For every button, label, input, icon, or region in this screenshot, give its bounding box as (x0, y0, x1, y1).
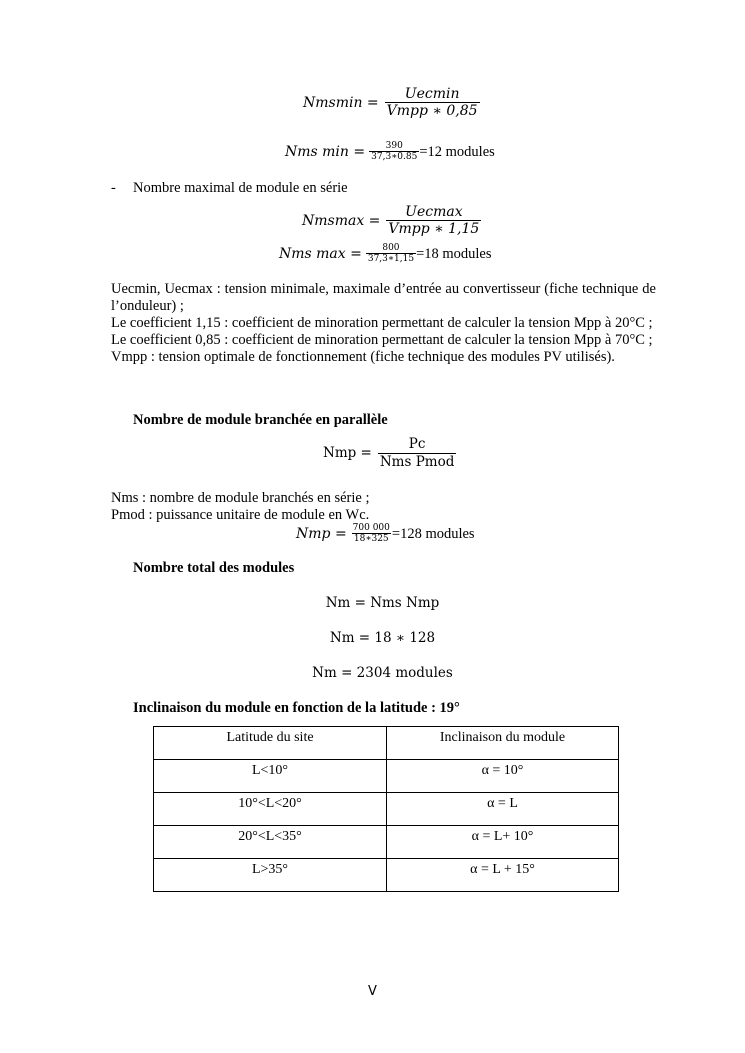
equation-nm-total: Nm = 2304 modules (312, 665, 453, 681)
equation-result: =128 modules (391, 525, 475, 542)
heading-total: Nombre total des modules (133, 560, 295, 576)
latitude-table (153, 726, 619, 892)
numerator: Pc (408, 436, 426, 452)
equation-result: =18 modules (416, 245, 492, 262)
table-cell: α = L (387, 793, 619, 826)
table-cell: α = L + 15° (387, 859, 619, 892)
equation-nmp-value (296, 523, 475, 545)
numerator: Uecmin (404, 86, 460, 102)
denominator: Vmpp ∗ 0,85 (386, 103, 478, 120)
table-cell: α = L+ 10° (387, 826, 619, 859)
equation-nmsmin (303, 86, 480, 120)
coefficients-paragraph (111, 281, 656, 366)
table-cell: L<10° (154, 760, 387, 793)
equation-result: =12 modules (419, 143, 495, 160)
equation-nm: Nm = Nms Nmp (325, 595, 440, 611)
equation-lhs: Nms min = (285, 144, 366, 161)
fraction (351, 523, 392, 545)
fraction (378, 437, 457, 470)
table-cell: L>35° (154, 859, 387, 892)
definition-line: Pmod : puissance unitaire de module en Wc. (111, 507, 370, 523)
paragraph-line: Le coefficient 1,15 : coefficient de minoration permettant de calculer la tension Mpp à 20°C ; (111, 315, 653, 331)
equation-nms-min-value (285, 141, 495, 163)
denominator: 37,3∗1,15 (367, 254, 415, 265)
numerator: 800 (382, 243, 400, 253)
equation-nmp (323, 437, 456, 470)
heading-inclination: Inclinaison du module en fonction de la latitude : 19° (133, 700, 460, 716)
paragraph-line: Vmpp : tension optimale de fonctionnement (fiche technique des modules PV utilisés). (111, 349, 615, 365)
numerator: Uecmax (405, 204, 463, 220)
equation-nms-max-value (279, 243, 492, 265)
bullet-dash: - (111, 180, 116, 196)
fraction (366, 243, 416, 265)
equation-nm-product: Nm = 18 ∗ 128 (329, 630, 436, 646)
table-header: Inclinaison du module (387, 727, 619, 760)
fraction (369, 141, 419, 163)
paragraph-line: Le coefficient 0,85 : coefficient de minoration permettant de calculer la tension Mpp à 70°C ; (111, 332, 653, 348)
bullet-text: Nombre maximal de module en série (133, 180, 348, 196)
table-row (154, 859, 619, 892)
fraction (386, 204, 481, 238)
fraction (385, 86, 480, 120)
definition-line: Nms : nombre de module branchés en série ; (111, 490, 370, 506)
table-cell: 10°<L<20° (154, 793, 387, 826)
numerator: 390 (385, 141, 403, 151)
table-header-row (154, 727, 619, 760)
denominator: 18∗325 (353, 534, 389, 545)
equation-lhs: Nmp = (323, 445, 372, 462)
equation-lhs: Nmp = (296, 526, 347, 543)
equation-lhs: Nmsmax = (302, 212, 381, 229)
equation-nmsmax (302, 204, 481, 238)
equation-lhs: Nms max = (279, 246, 362, 263)
numerator: 700 000 (352, 523, 390, 533)
paragraph-line: Uecmin, Uecmax : tension minimale, maximale d’entrée au convertisseur (fiche technique de l’onduleur) ; (111, 281, 656, 314)
table-header: Latitude du site (154, 727, 387, 760)
definitions (111, 490, 370, 524)
equation-lhs: Nmsmin = (303, 94, 379, 111)
table-cell: 20°<L<35° (154, 826, 387, 859)
heading-parallel: Nombre de module branchée en parallèle (133, 412, 388, 428)
table-row (154, 826, 619, 859)
table-row (154, 760, 619, 793)
table-cell: α = 10° (387, 760, 619, 793)
denominator: 37,3∗0.85 (371, 152, 418, 163)
denominator: Nms Pmod (379, 453, 455, 470)
denominator: Vmpp ∗ 1,15 (388, 221, 480, 238)
page-number: V (368, 984, 377, 999)
table-row (154, 793, 619, 826)
